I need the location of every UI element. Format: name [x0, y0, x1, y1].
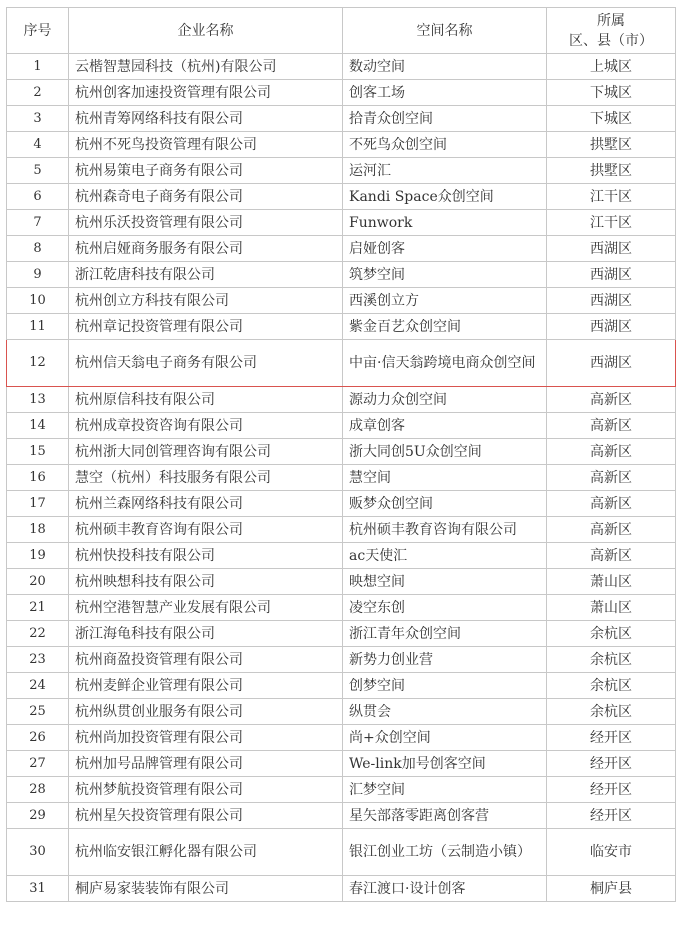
cell-district: 高新区 [547, 387, 676, 413]
cell-space: 杭州硕丰教育咨询有限公司 [343, 517, 547, 543]
cell-company: 杭州创客加速投资管理有限公司 [69, 80, 343, 106]
table-row [7, 751, 676, 777]
cell-no: 5 [7, 158, 69, 184]
cell-company: 杭州兰森网络科技有限公司 [69, 491, 343, 517]
cell-space: 紫金百艺众创空间 [343, 314, 547, 340]
cell-no: 21 [7, 595, 69, 621]
cell-company: 杭州青筹网络科技有限公司 [69, 106, 343, 132]
cell-district: 余杭区 [547, 699, 676, 725]
cell-space: Kandi Space众创空间 [343, 184, 547, 210]
cell-no: 15 [7, 439, 69, 465]
cell-company: 杭州乐沃投资管理有限公司 [69, 210, 343, 236]
cell-no: 1 [7, 54, 69, 80]
cell-company: 桐庐易家装装饰有限公司 [69, 876, 343, 902]
cell-space: 创梦空间 [343, 673, 547, 699]
table-row [7, 262, 676, 288]
cell-no: 3 [7, 106, 69, 132]
table-row [7, 876, 676, 902]
cell-no: 11 [7, 314, 69, 340]
cell-district: 经开区 [547, 725, 676, 751]
table-row [7, 803, 676, 829]
cell-no: 2 [7, 80, 69, 106]
cell-no: 12 [7, 340, 69, 387]
cell-company: 杭州易策电子商务有限公司 [69, 158, 343, 184]
header-row [7, 8, 676, 54]
cell-company: 杭州星矢投资管理有限公司 [69, 803, 343, 829]
cell-district: 临安市 [547, 829, 676, 876]
cell-district: 上城区 [547, 54, 676, 80]
cell-space: 贩梦众创空间 [343, 491, 547, 517]
cell-space: 春江渡口·设计创客 [343, 876, 547, 902]
cell-company: 杭州原信科技有限公司 [69, 387, 343, 413]
header-no: 序号 [7, 8, 69, 54]
cell-district: 下城区 [547, 80, 676, 106]
cell-space: 凌空东创 [343, 595, 547, 621]
cell-district: 余杭区 [547, 647, 676, 673]
cell-no: 19 [7, 543, 69, 569]
table-row [7, 829, 676, 876]
cell-no: 27 [7, 751, 69, 777]
cell-no: 23 [7, 647, 69, 673]
cell-space: 成章创客 [343, 413, 547, 439]
cell-company: 杭州麦鲜企业管理有限公司 [69, 673, 343, 699]
cell-company: 杭州硕丰教育咨询有限公司 [69, 517, 343, 543]
cell-space: 尚+众创空间 [343, 725, 547, 751]
cell-space: 汇梦空间 [343, 777, 547, 803]
cell-company: 杭州临安银江孵化器有限公司 [69, 829, 343, 876]
cell-district: 余杭区 [547, 621, 676, 647]
cell-district: 经开区 [547, 777, 676, 803]
cell-no: 31 [7, 876, 69, 902]
cell-district: 萧山区 [547, 595, 676, 621]
cell-space: 纵贯会 [343, 699, 547, 725]
table-row [7, 236, 676, 262]
cell-no: 14 [7, 413, 69, 439]
cell-no: 28 [7, 777, 69, 803]
cell-space: 创客工场 [343, 80, 547, 106]
table-row [7, 387, 676, 413]
cell-space: 慧空间 [343, 465, 547, 491]
cell-space: 筑梦空间 [343, 262, 547, 288]
table-row [7, 673, 676, 699]
table-row [7, 621, 676, 647]
table-row [7, 288, 676, 314]
cell-district: 余杭区 [547, 673, 676, 699]
cell-company: 杭州空港智慧产业发展有限公司 [69, 595, 343, 621]
cell-space: 运河汇 [343, 158, 547, 184]
makerspace-table [6, 7, 676, 902]
cell-district: 江干区 [547, 210, 676, 236]
table-row [7, 777, 676, 803]
cell-no: 17 [7, 491, 69, 517]
table-row [7, 725, 676, 751]
cell-district: 西湖区 [547, 236, 676, 262]
cell-no: 24 [7, 673, 69, 699]
table-row [7, 517, 676, 543]
cell-district: 高新区 [547, 517, 676, 543]
cell-company: 浙江海龟科技有限公司 [69, 621, 343, 647]
header-district-line1: 所属 [597, 12, 625, 29]
table-row [7, 569, 676, 595]
table-row [7, 465, 676, 491]
cell-no: 9 [7, 262, 69, 288]
cell-company: 杭州信天翁电子商务有限公司 [69, 340, 343, 387]
cell-space: 银江创业工坊（云制造小镇） [343, 829, 547, 876]
header-company: 企业名称 [69, 8, 343, 54]
cell-district: 高新区 [547, 465, 676, 491]
cell-company: 杭州商盈投资管理有限公司 [69, 647, 343, 673]
cell-no: 13 [7, 387, 69, 413]
cell-space: 新势力创业营 [343, 647, 547, 673]
cell-space: 源动力众创空间 [343, 387, 547, 413]
cell-company: 杭州不死鸟投资管理有限公司 [69, 132, 343, 158]
cell-district: 下城区 [547, 106, 676, 132]
table-row [7, 595, 676, 621]
table-row [7, 439, 676, 465]
table-row [7, 210, 676, 236]
cell-space: 星矢部落零距离创客营 [343, 803, 547, 829]
cell-no: 25 [7, 699, 69, 725]
table-row [7, 647, 676, 673]
cell-space: Funwork [343, 210, 547, 236]
table-row [7, 699, 676, 725]
table-row [7, 54, 676, 80]
cell-company: 杭州启娅商务服务有限公司 [69, 236, 343, 262]
cell-district: 西湖区 [547, 288, 676, 314]
cell-space: ac天使汇 [343, 543, 547, 569]
cell-space: We-link加号创客空间 [343, 751, 547, 777]
cell-space: 启娅创客 [343, 236, 547, 262]
cell-district: 经开区 [547, 803, 676, 829]
cell-district: 高新区 [547, 413, 676, 439]
cell-district: 西湖区 [547, 314, 676, 340]
cell-district: 西湖区 [547, 340, 676, 387]
cell-no: 8 [7, 236, 69, 262]
cell-district: 高新区 [547, 543, 676, 569]
table-row [7, 491, 676, 517]
cell-company: 杭州尚加投资管理有限公司 [69, 725, 343, 751]
cell-no: 6 [7, 184, 69, 210]
cell-company: 云楷智慧园科技（杭州)有限公司 [69, 54, 343, 80]
cell-no: 29 [7, 803, 69, 829]
cell-company: 杭州章记投资管理有限公司 [69, 314, 343, 340]
table-row [7, 132, 676, 158]
cell-space: 浙大同创5U众创空间 [343, 439, 547, 465]
cell-no: 4 [7, 132, 69, 158]
table-row [7, 413, 676, 439]
table-row [7, 314, 676, 340]
cell-no: 16 [7, 465, 69, 491]
table-row [7, 340, 676, 387]
cell-district: 萧山区 [547, 569, 676, 595]
table-body [7, 54, 676, 902]
cell-company: 杭州映想科技有限公司 [69, 569, 343, 595]
cell-district: 高新区 [547, 491, 676, 517]
table-row [7, 543, 676, 569]
cell-district: 江干区 [547, 184, 676, 210]
cell-district: 拱墅区 [547, 132, 676, 158]
cell-district: 西湖区 [547, 262, 676, 288]
cell-company: 杭州成章投资咨询有限公司 [69, 413, 343, 439]
cell-district: 拱墅区 [547, 158, 676, 184]
cell-company: 杭州浙大同创管理咨询有限公司 [69, 439, 343, 465]
table-container [6, 7, 676, 902]
header-district-line2: 区、县（市） [569, 32, 653, 49]
cell-district: 桐庐县 [547, 876, 676, 902]
cell-company: 浙江乾唐科技有限公司 [69, 262, 343, 288]
cell-space: 映想空间 [343, 569, 547, 595]
header-space: 空间名称 [343, 8, 547, 54]
table-row [7, 106, 676, 132]
cell-no: 26 [7, 725, 69, 751]
cell-no: 7 [7, 210, 69, 236]
cell-space: 不死鸟众创空间 [343, 132, 547, 158]
cell-space: 拾青众创空间 [343, 106, 547, 132]
table-row [7, 80, 676, 106]
table-row [7, 184, 676, 210]
cell-space: 中亩·信天翁跨境电商众创空间 [343, 340, 547, 387]
cell-company: 杭州加号品牌管理有限公司 [69, 751, 343, 777]
cell-company: 杭州森奇电子商务有限公司 [69, 184, 343, 210]
cell-company: 慧空（杭州）科技服务有限公司 [69, 465, 343, 491]
cell-no: 22 [7, 621, 69, 647]
cell-space: 浙江青年众创空间 [343, 621, 547, 647]
cell-space: 西溪创立方 [343, 288, 547, 314]
cell-company: 杭州梦航投资管理有限公司 [69, 777, 343, 803]
cell-no: 10 [7, 288, 69, 314]
cell-no: 18 [7, 517, 69, 543]
cell-company: 杭州纵贯创业服务有限公司 [69, 699, 343, 725]
cell-no: 20 [7, 569, 69, 595]
cell-district: 高新区 [547, 439, 676, 465]
cell-company: 杭州创立方科技有限公司 [69, 288, 343, 314]
cell-district: 经开区 [547, 751, 676, 777]
cell-space: 数动空间 [343, 54, 547, 80]
cell-company: 杭州快投科技有限公司 [69, 543, 343, 569]
cell-no: 30 [7, 829, 69, 876]
table-row [7, 158, 676, 184]
header-district [547, 8, 676, 54]
